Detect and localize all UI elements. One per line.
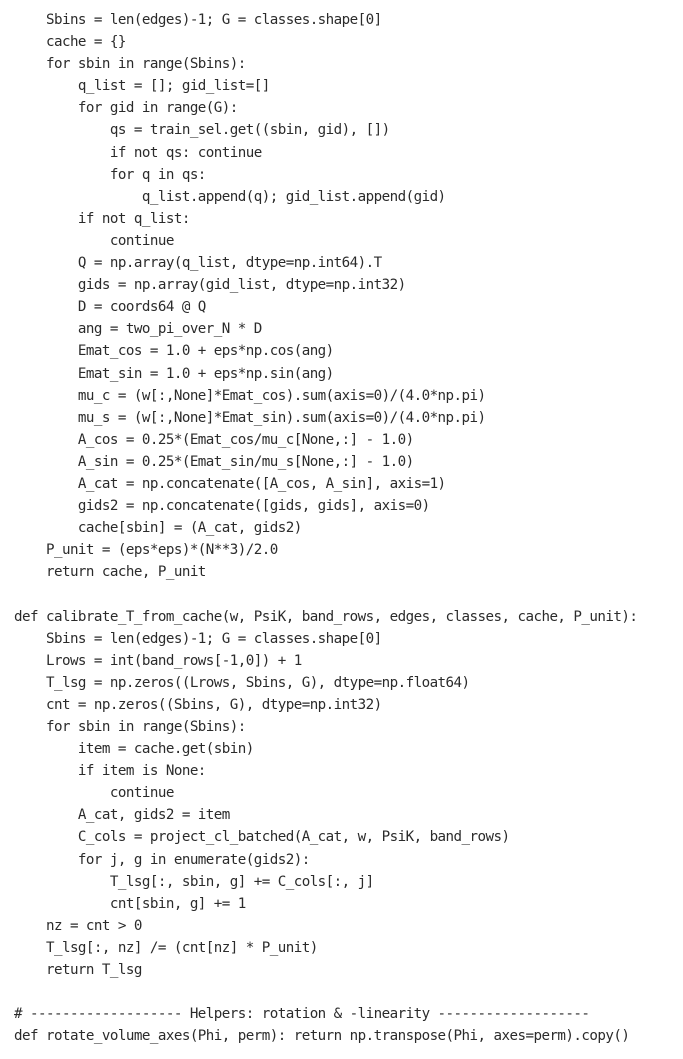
code-line: q_list.append(q); gid_list.append(gid) xyxy=(14,188,446,205)
code-line xyxy=(14,583,679,605)
code-line: if item is None: xyxy=(14,763,206,780)
code-line: def calibrate_T_from_cache(w, PsiK, band_rows, edges, classes, cache, P_unit): xyxy=(14,608,638,625)
code-line: for j, g in enumerate(gids2): xyxy=(14,851,310,868)
code-line: D = coords64 @ Q xyxy=(14,299,206,316)
code-line: continue xyxy=(14,232,174,249)
code-line: mu_s = (w[:,None]*Emat_sin).sum(axis=0)/(4.0*np.pi) xyxy=(14,409,486,426)
code-line: for gid in range(G): xyxy=(14,100,238,117)
code-line: for sbin in range(Sbins): xyxy=(14,56,246,73)
code-line: gids2 = np.concatenate([gids, gids], axis=0) xyxy=(14,498,430,515)
code-line: Lrows = int(band_rows[-1,0]) + 1 xyxy=(14,652,302,669)
code-line: q_list = []; gid_list=[] xyxy=(14,78,270,95)
code-line: T_lsg[:, nz] /= (cnt[nz] * P_unit) xyxy=(14,939,318,956)
code-line: for q in qs: xyxy=(14,166,206,183)
code-block xyxy=(14,9,679,1047)
code-line: nz = cnt > 0 xyxy=(14,917,142,934)
code-line: ang = two_pi_over_N * D xyxy=(14,321,262,338)
code-line: qs = train_sel.get((sbin, gid), []) xyxy=(14,122,390,139)
code-line: # ------------------- Helpers: rotation & -linearity ------------------- xyxy=(14,1006,590,1023)
code-line: Sbins = len(edges)-1; G = classes.shape[0] xyxy=(14,12,382,28)
code-line: return cache, P_unit xyxy=(14,564,206,581)
code-line: T_lsg = np.zeros((Lrows, Sbins, G), dtype=np.float64) xyxy=(14,674,470,691)
code-line: A_cat = np.concatenate([A_cos, A_sin], axis=1) xyxy=(14,475,446,492)
code-line: return T_lsg xyxy=(14,962,142,979)
code-line: for sbin in range(Sbins): xyxy=(14,719,246,735)
code-line: Emat_cos = 1.0 + eps*np.cos(ang) xyxy=(14,343,334,360)
code-line: mu_c = (w[:,None]*Emat_cos).sum(axis=0)/(4.0*np.pi) xyxy=(14,387,486,404)
code-line: cnt[sbin, g] += 1 xyxy=(14,895,246,912)
code-line xyxy=(14,981,679,1003)
code-line: Emat_sin = 1.0 + eps*np.sin(ang) xyxy=(14,365,334,382)
code-line: cnt = np.zeros((Sbins, G), dtype=np.int32) xyxy=(14,696,382,713)
code-line: T_lsg[:, sbin, g] += C_cols[:, j] xyxy=(14,873,374,890)
code-line: if not q_list: xyxy=(14,210,190,227)
code-line: def rotate_volume_axes(Phi, perm): return np.transpose(Phi, axes=perm).copy() xyxy=(14,1028,630,1045)
code-line: P_unit = (eps*eps)*(N**3)/2.0 xyxy=(14,542,278,559)
code-line: A_sin = 0.25*(Emat_sin/mu_s[None,:] - 1.0) xyxy=(14,453,414,470)
code-line: item = cache.get(sbin) xyxy=(14,741,254,758)
code-line: Sbins = len(edges)-1; G = classes.shape[0] xyxy=(14,630,382,647)
code-line: gids = np.array(gid_list, dtype=np.int32) xyxy=(14,277,406,294)
code-line: Q = np.array(q_list, dtype=np.int64).T xyxy=(14,255,382,272)
code-line: cache[sbin] = (A_cat, gids2) xyxy=(14,520,302,537)
code-line: A_cat, gids2 = item xyxy=(14,807,230,824)
code-line: C_cols = project_cl_batched(A_cat, w, PsiK, band_rows) xyxy=(14,829,510,846)
code-line: cache = {} xyxy=(14,34,126,51)
code-line: if not qs: continue xyxy=(14,144,262,161)
code-line: continue xyxy=(14,785,174,802)
code-line: A_cos = 0.25*(Emat_cos/mu_c[None,:] - 1.0) xyxy=(14,431,414,448)
